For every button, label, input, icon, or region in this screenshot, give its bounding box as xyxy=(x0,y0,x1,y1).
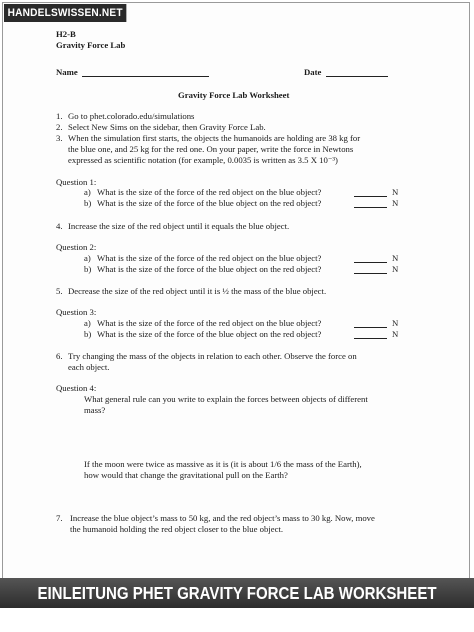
sub-letter: a) xyxy=(84,318,91,328)
step-text: Try changing the mass of the objects in relation to each other. Observe the force on xyxy=(68,351,357,361)
question-text: mass? xyxy=(84,405,106,415)
answer-blank[interactable] xyxy=(354,189,387,197)
step-text: Select New Sims on the sidebar, then Gravity Force Lab. xyxy=(68,122,266,132)
question-text: What is the size of the force of the blue object on the red object? xyxy=(97,264,322,274)
unit-label: N xyxy=(392,329,399,339)
question-text: What is the size of the force of the red object on the blue object? xyxy=(97,318,322,328)
lab-subtitle: Gravity Force Lab xyxy=(56,40,126,50)
question-text: What is the size of the force of the blue object on the red object? xyxy=(97,198,322,208)
sub-letter: a) xyxy=(84,253,91,263)
unit-label: N xyxy=(392,187,399,197)
answer-blank[interactable] xyxy=(354,320,387,328)
date-label: Date xyxy=(304,67,322,77)
answer-blank[interactable] xyxy=(354,331,387,339)
question-label: Question 4: xyxy=(56,383,97,393)
step-text: Go to phet.colorado.edu/simulations xyxy=(68,111,195,121)
question-label: Question 3: xyxy=(56,307,97,317)
step-number: 2. xyxy=(56,122,63,132)
worksheet-title: Gravity Force Lab Worksheet xyxy=(178,90,290,100)
step-text: expressed as scientific notation (for example, 0.0035 is written as 3.5 X 10⁻³) xyxy=(68,155,338,165)
name-blank[interactable] xyxy=(82,69,209,77)
unit-label: N xyxy=(392,253,399,263)
step-text: the humanoid holding the red object closer to the blue object. xyxy=(70,524,284,534)
step-text: Increase the blue object’s mass to 50 kg, and the red object’s mass to 30 kg. Now, move xyxy=(70,513,375,523)
step-number: 4. xyxy=(56,221,63,231)
step-number: 6. xyxy=(56,351,63,361)
name-label: Name xyxy=(56,67,78,77)
question-text: What is the size of the force of the red object on the blue object? xyxy=(97,253,322,263)
step-text: each object. xyxy=(68,362,110,372)
question-text: how would that change the gravitational pull on the Earth? xyxy=(84,470,288,480)
sub-letter: b) xyxy=(84,264,92,274)
sub-letter: b) xyxy=(84,329,92,339)
step-text: Decrease the size of the red object until it is ½ the mass of the blue object. xyxy=(68,286,327,296)
unit-label: N xyxy=(392,264,399,274)
question-text: What is the size of the force of the red object on the blue object? xyxy=(97,187,322,197)
question-text: What general rule can you write to explain the forces between objects of different xyxy=(84,394,368,404)
question-text: If the moon were twice as massive as it is (it is about 1/6 the mass of the Earth), xyxy=(84,459,362,469)
answer-blank[interactable] xyxy=(354,266,387,274)
step-number: 7. xyxy=(56,513,63,523)
unit-label: N xyxy=(392,198,399,208)
step-text: the blue one, and 25 kg for the red one. On your paper, write the force in Newtons xyxy=(68,144,354,154)
sub-letter: b) xyxy=(84,198,92,208)
question-text: What is the size of the force of the blue object on the red object? xyxy=(97,329,322,339)
unit-label: N xyxy=(392,318,399,328)
course-code: H2-B xyxy=(56,29,76,39)
step-number: 1. xyxy=(56,111,63,121)
site-logo: HANDELSWISSEN.NET xyxy=(4,4,126,22)
question-label: Question 2: xyxy=(56,242,97,252)
step-number: 3. xyxy=(56,133,63,143)
step-text: When the simulation first starts, the objects the humanoids are holding are 38 kg for xyxy=(68,133,361,143)
step-text: Increase the size of the red object until it equals the blue object. xyxy=(68,221,290,231)
answer-blank[interactable] xyxy=(354,255,387,263)
footer-banner-text: EINLEITUNG PHET GRAVITY FORCE LAB WORKSHEET ANSWER KEY xyxy=(37,583,437,629)
date-blank[interactable] xyxy=(326,69,388,77)
question-label: Question 1: xyxy=(56,177,97,187)
sub-letter: a) xyxy=(84,187,91,197)
answer-blank[interactable] xyxy=(354,200,387,208)
step-number: 5. xyxy=(56,286,63,296)
